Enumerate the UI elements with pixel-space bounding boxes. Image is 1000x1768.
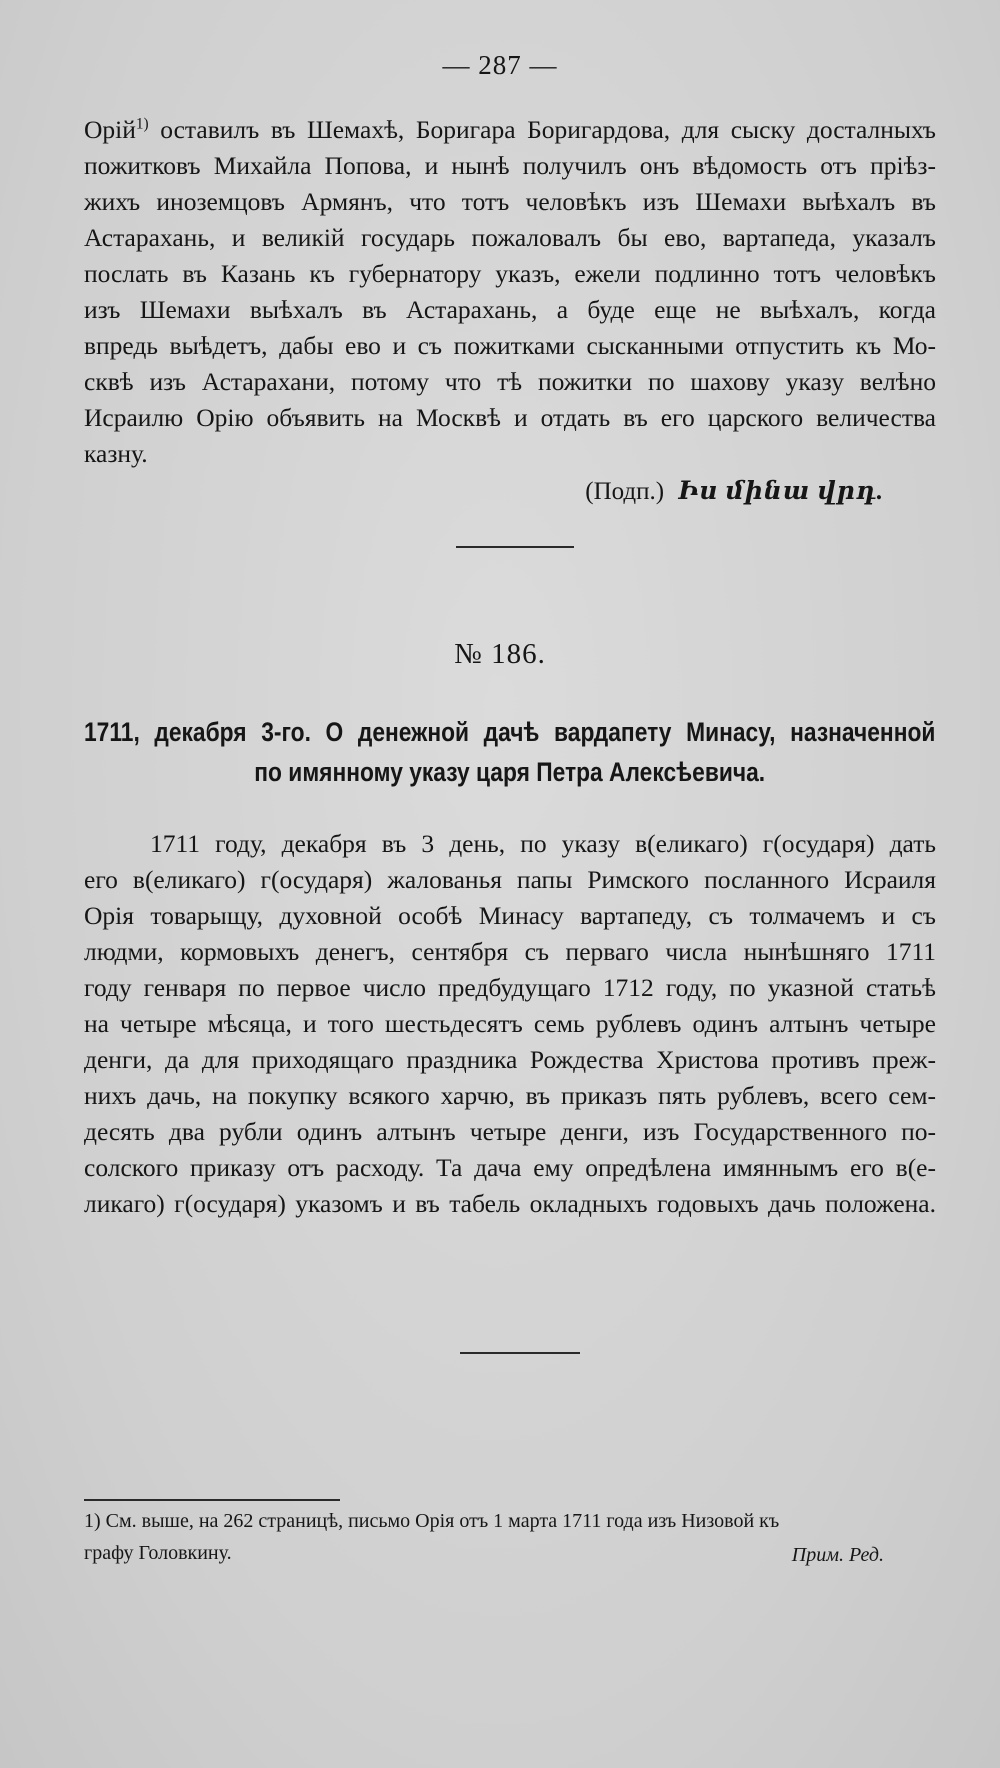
signature-script: Իս մինա վրդ. (678, 478, 884, 505)
text-line: его в(еликаго) г(осударя) жалованья папы Римского посланного Исраиля (84, 865, 936, 894)
heading-line-2: по имянному указу царя Петра Алексѣевича. (254, 757, 766, 787)
body-text (84, 826, 936, 1222)
text-line: Астарахань, и великій государь пожаловалъ бы ево, вартапеда, указалъ (84, 223, 936, 252)
text-line: сквѣ изъ Астарахани, потому что тѣ пожитки по шахову указу велѣно (84, 367, 936, 396)
document-number: № 186. (454, 638, 546, 670)
footnote-rule (84, 1499, 340, 1501)
signature (585, 476, 884, 506)
heading-line-1: 1711, декабря 3-го. О денежной дачѣ вардапету Минасу, назначенной (84, 717, 936, 747)
top-text (84, 112, 936, 472)
text-line: казну. (84, 439, 148, 468)
text-line: послать въ Казань къ губернатору указъ, ежели подлинно тотъ человѣкъ (84, 259, 936, 288)
text-line: денги, да для приходящаго праздника Рождества Христова противъ преж- (84, 1045, 936, 1074)
text-line: ликаго) г(осударя) указомъ и въ табель окладныхъ годовыхъ дачь положена. (84, 1189, 936, 1218)
document-heading (84, 712, 936, 792)
text-line: на четыре мѣсяца, и того шестьдесятъ семь рублевъ одинъ алтынъ четыре (84, 1009, 936, 1038)
text-fragment: оставилъ въ Шемахѣ, Боригара Боригардова, для сыску досталныхъ (148, 115, 936, 144)
text-line: впредь выѣдетъ, дабы ево и съ пожитками сысканными отпустить къ Мо- (84, 331, 936, 360)
section-divider (460, 1352, 580, 1354)
text-line: солского приказу отъ расходу. Та дача ему опредѣлена имяннымъ его в(е- (84, 1153, 936, 1182)
text-line: пожитковъ Михайла Попова, и нынѣ получилъ онъ вѣдомость отъ пріѣз- (84, 151, 936, 180)
text-line: людми, кормовыхъ денегъ, сентября съ перваго числа нынѣшняго 1711 (84, 937, 936, 966)
text-line: нихъ дачь, на покупку всякого харчю, въ приказъ пять рублевъ, всего сем- (84, 1081, 936, 1110)
signature-label: (Подп.) (585, 478, 665, 505)
text-line: Исраилю Орію объявить на Москвѣ и отдать въ его царского величества (84, 403, 936, 432)
footnote (84, 1505, 936, 1569)
text-fragment: Орій (84, 115, 136, 144)
section-divider (456, 546, 574, 548)
footnote-line: графу Головкину. (84, 1542, 232, 1564)
page-number: — 287 — (442, 50, 558, 80)
text-line: 1711 году, декабря въ 3 день, по указу в(еликаго) г(осударя) дать (150, 829, 936, 858)
text-line: изъ Шемахи выѣхалъ въ Астарахань, а буде еще не выѣхалъ, когда (84, 295, 936, 324)
text-line: жихъ иноземцовъ Армянъ, что тотъ человѣкъ изъ Шемахи выѣхалъ въ (84, 187, 936, 216)
text-line: десять два рубли одинъ алтынъ четыре денги, изъ Государственного по- (84, 1117, 936, 1146)
text-line (84, 112, 936, 148)
text-line: году генваря по первое число предбудущаго 1712 году, по указной статьѣ (84, 973, 936, 1002)
text-line: Орія товарыщу, духовной особѣ Минасу вартапеду, съ толмачемъ и съ (84, 901, 936, 930)
editor-note: Прим. Ред. (791, 1544, 884, 1566)
footnote-marker[interactable]: 1) (135, 115, 149, 133)
footnote-line: 1) См. выше, на 262 страницѣ, письмо Орія отъ 1 марта 1711 года изъ Низовой къ (84, 1510, 780, 1532)
